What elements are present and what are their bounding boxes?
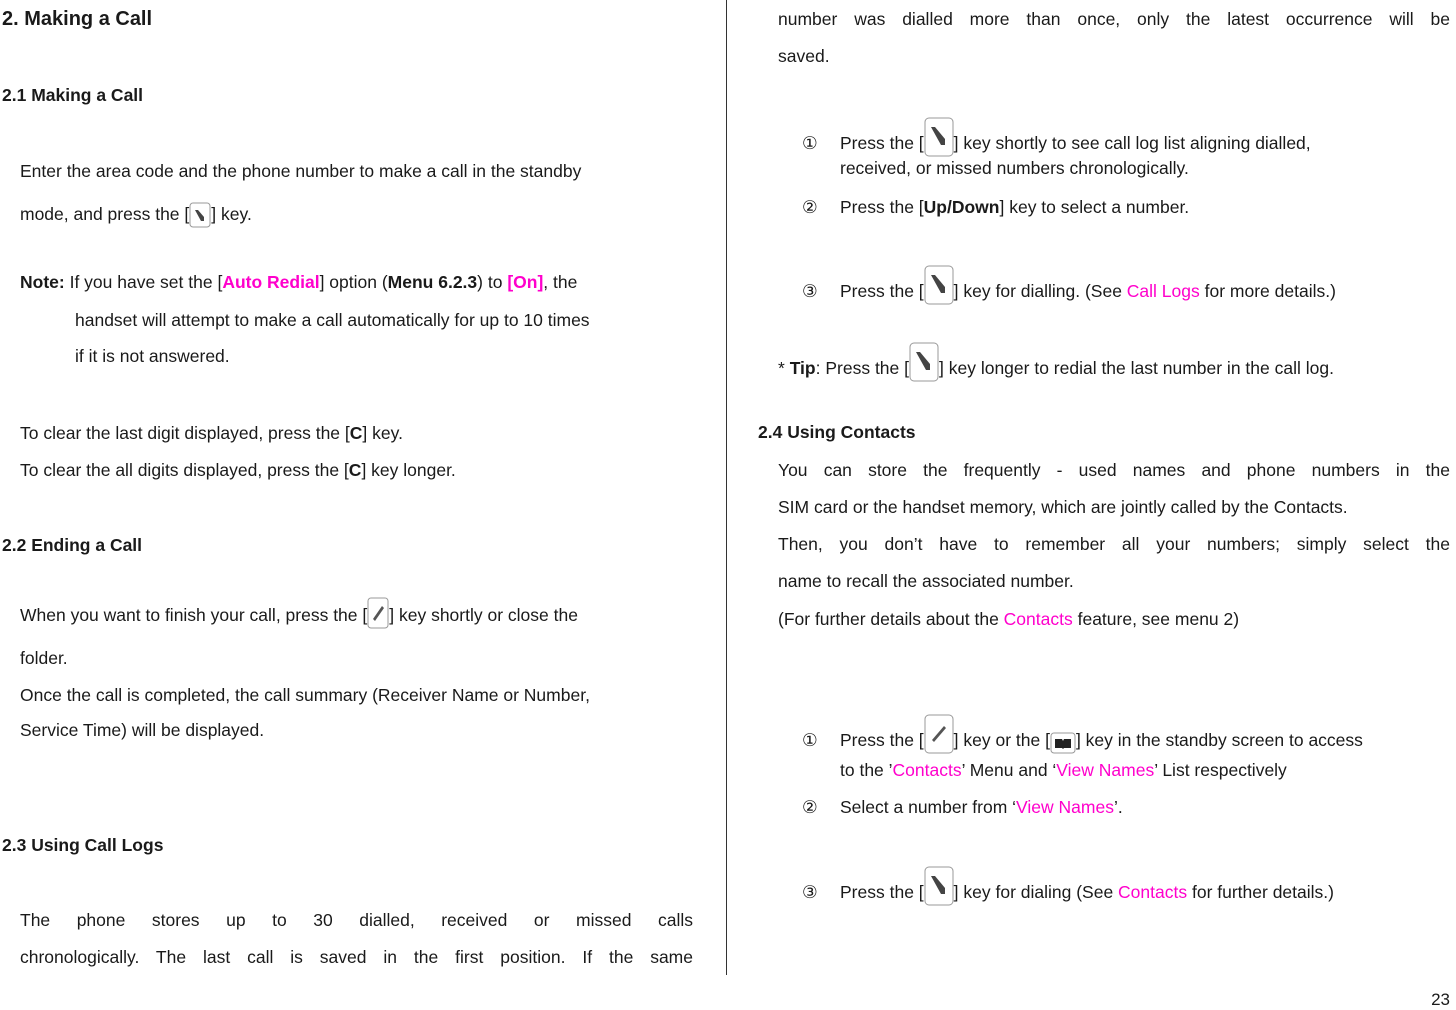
list-item: ③ Press the [ ] key for dialing (See Contacts for further details.) (802, 866, 1334, 906)
contacts-link: Contacts (1118, 882, 1188, 902)
note-line: handset will attempt to make a call automatically for up to 10 times (75, 310, 590, 330)
view-names-link: View Names (1056, 760, 1155, 780)
paragraph: chronologically. The last call is saved in the first position. If the same (20, 947, 693, 967)
list-item: ② Select a number from ‘View Names’. (802, 797, 1123, 817)
phonebook-icon (1050, 732, 1076, 754)
chapter-heading: 2. Making a Call (2, 8, 153, 30)
section-2-1-title: 2.1 Making a Call (2, 85, 144, 105)
note-paragraph: Note: If you have set the [Auto Redial] option (Menu 6.2.3) to [On], the (20, 272, 578, 292)
send-key-icon (924, 866, 954, 906)
section-2-4-title: 2.4 Using Contacts (758, 422, 916, 442)
list-item: ③ Press the [ ] key for dialling. (See Call Logs for more details.) (802, 265, 1336, 305)
paragraph: To clear the all digits displayed, press the [C] key longer. (20, 460, 456, 480)
paragraph: mode, and press the [ ] key. (20, 202, 252, 228)
paragraph: Then, you don’t have to remember all your numbers; simply select the (778, 534, 1450, 554)
page-number: 23 (1431, 990, 1450, 1009)
send-key-icon (189, 202, 211, 228)
contacts-link: Contacts (892, 760, 962, 780)
paragraph: You can store the frequently - used names and phone numbers in the (778, 460, 1450, 480)
note-line: if it is not answered. (75, 346, 230, 366)
contacts-link: Contacts (1003, 609, 1073, 629)
paragraph: name to recall the associated number. (778, 571, 1074, 591)
left-softkey-icon (924, 714, 954, 754)
paragraph: Service Time) will be displayed. (20, 720, 265, 740)
list-item-line: received, or missed numbers chronologically. (840, 158, 1189, 178)
call-logs-link: Call Logs (1126, 281, 1200, 301)
paragraph: Enter the area code and the phone number to make a call in the standby (20, 161, 582, 181)
paragraph: saved. (778, 46, 830, 66)
paragraph: The phone stores up to 30 dialled, received or missed calls (20, 910, 693, 930)
column-divider (726, 0, 727, 975)
paragraph: SIM card or the handset memory, which are jointly called by the Contacts. (778, 497, 1348, 517)
end-key-icon (367, 597, 389, 629)
paragraph: folder. (20, 648, 68, 668)
send-key-icon (909, 342, 939, 382)
section-2-2-title: 2.2 Ending a Call (2, 535, 143, 555)
paragraph: number was dialled more than once, only the latest occurrence will be (778, 9, 1450, 29)
send-key-icon (924, 117, 954, 157)
paragraph: To clear the last digit displayed, press the [C] key. (20, 423, 403, 443)
auto-redial-option: Auto Redial (222, 272, 320, 292)
send-key-icon (924, 265, 954, 305)
list-item: ① Press the [ ] key shortly to see call log list aligning dialled, (802, 117, 1311, 157)
list-item: ② Press the [Up/Down] key to select a number. (802, 197, 1190, 217)
section-2-3-title: 2.3 Using Call Logs (2, 835, 164, 855)
paragraph: (For further details about the Contacts feature, see menu 2) (778, 609, 1240, 629)
list-item: ① Press the [ ] key or the [ ] key in the standby screen to access (802, 714, 1363, 754)
list-item-line: to the ’Contacts’ Menu and ‘View Names’ List respectively (840, 760, 1287, 780)
paragraph: Once the call is completed, the call summary (Receiver Name or Number, (20, 685, 590, 705)
view-names-link: View Names (1016, 797, 1114, 817)
paragraph: When you want to finish your call, press the [ ] key shortly or close the (20, 597, 578, 629)
tip-paragraph: * Tip: Press the [ ] key longer to redial the last number in the call log. (778, 342, 1334, 382)
